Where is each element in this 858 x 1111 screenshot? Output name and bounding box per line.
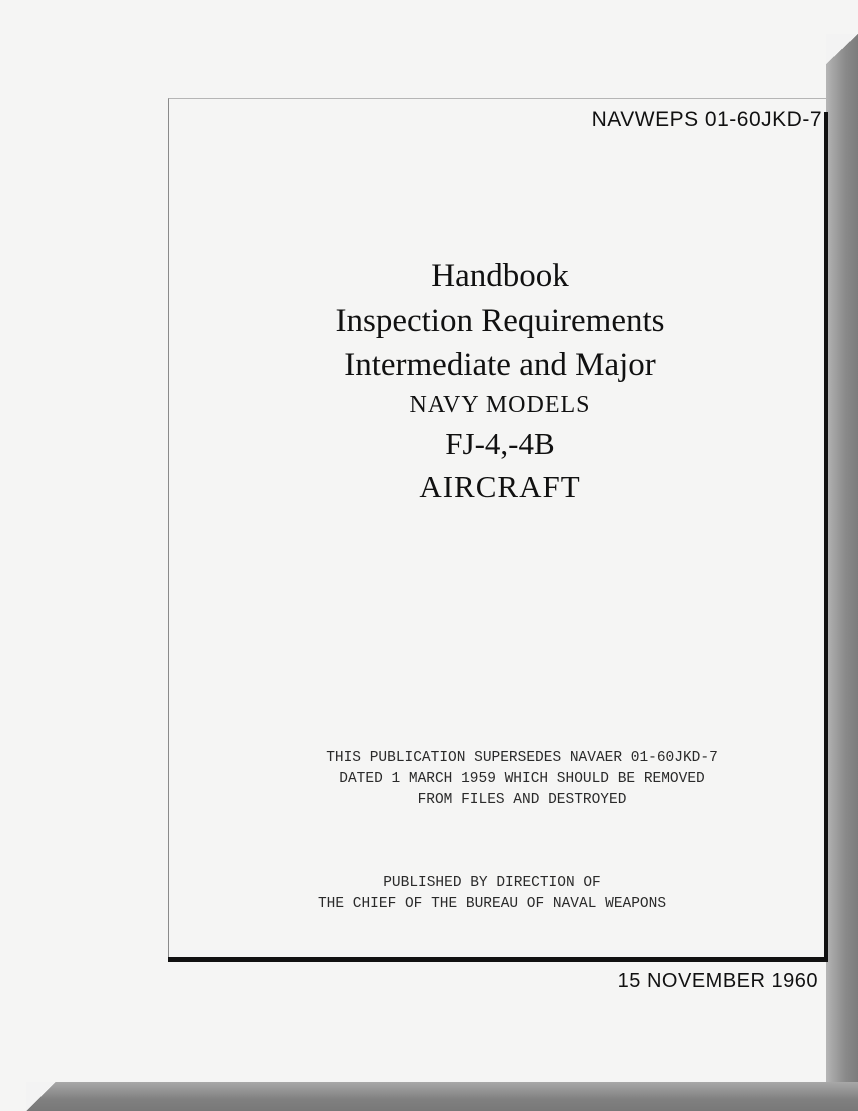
title-aircraft: AIRCRAFT — [419, 469, 581, 504]
title-model-numbers: FJ-4,-4B — [445, 426, 555, 461]
title-navy-models: NAVY MODELS — [409, 392, 591, 418]
page-shadow-bottom — [26, 1082, 858, 1111]
supersedes-line: DATED 1 MARCH 1959 WHICH SHOULD BE REMOVED — [339, 771, 705, 787]
cover-frame — [168, 98, 826, 961]
title-handbook: Handbook — [431, 258, 569, 294]
frame-right-rule — [824, 112, 828, 962]
supersedes-notice — [262, 748, 782, 811]
page-shadow-right — [826, 34, 858, 1111]
supersedes-line: FROM FILES AND DESTROYED — [417, 792, 627, 808]
publication-date: 15 NOVEMBER 1960 — [617, 970, 818, 992]
title-intermediate-major: Intermediate and Major — [344, 347, 656, 383]
publication-authority — [252, 873, 732, 915]
supersedes-line: THIS PUBLICATION SUPERSEDES NAVAER 01-60JKD-7 — [326, 750, 718, 766]
title-block — [240, 253, 760, 509]
authority-line: THE CHIEF OF THE BUREAU OF NAVAL WEAPONS — [317, 896, 667, 912]
document-number: NAVWEPS 01-60JKD-7 — [591, 108, 822, 131]
frame-bottom-rule — [168, 957, 828, 962]
authority-line: PUBLISHED BY DIRECTION OF — [383, 875, 601, 891]
title-inspection-requirements: Inspection Requirements — [335, 303, 665, 339]
